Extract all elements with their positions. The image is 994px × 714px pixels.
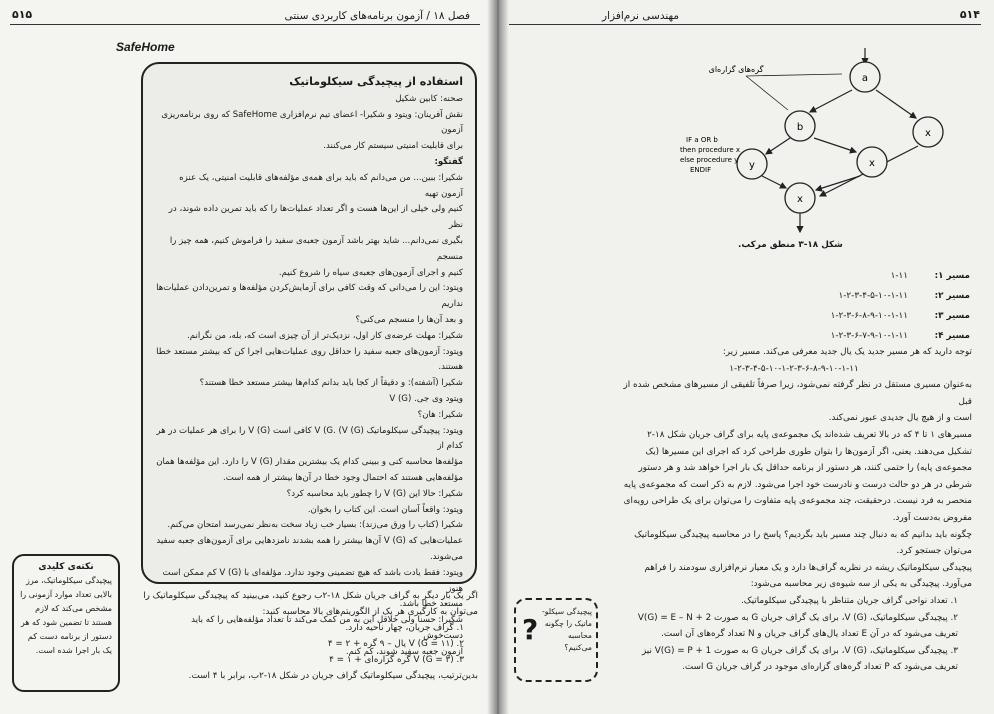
right-header-rule <box>509 24 981 25</box>
path-sequence: ۱-۱۱ <box>890 271 908 281</box>
node-label: x <box>797 194 803 205</box>
body-line: می‌توان جستجو کرد. <box>896 546 972 557</box>
compound-logic-graph <box>676 46 946 236</box>
body-line: می‌توان به کارگیری هر یک از الگوریتم‌های بالا محاسبه کنید: <box>262 607 478 617</box>
predicate-pointer <box>746 74 842 76</box>
body-line: ۳. پیچیدگی سیکلوماتیک، (V (G، برای یک گراف جریان G به صورت V(G) = P + 1 نیز <box>641 645 958 656</box>
question-line: محاسبه می‌کنیم؟ <box>564 631 592 652</box>
sidebar-line: بگیری نمی‌دانم... شاید بهتر باشد آزمون جعبه‌ی سفید را فراموش کنیم، همه چیز را منسجم <box>169 235 463 262</box>
node-label: a <box>861 73 869 84</box>
body-line: اگر یک بار دیگر به گراف جریان شکل ۱۸-۲ب رجوع کنید، می‌بینید که پیچیدگی سیکلوماتیک را <box>143 591 478 601</box>
path-label: مسیر ۴: <box>934 331 970 341</box>
key-point-title: نکته‌ی کلیدی <box>38 562 94 572</box>
sidebar-line: هستند. <box>438 362 463 373</box>
body-line: ۳. (V (G = ۳ گره گزاره‌ای + ۱ = ۴ <box>329 655 464 665</box>
sidebar-line: کنیم ولی خیلی از این‌ها هست و اگر تعداد عملیات‌ها را که باید تمرین داده شوند، در نظر <box>168 204 463 231</box>
predicate-pointer <box>746 76 788 110</box>
body-line: پیچیدگی سیکلوماتیک ریشه در نظریه گراف‌ها دارد و یک معیار نرم‌افزاری سودمند را فراهم <box>644 562 972 573</box>
path-sequence: ۱-۲-۳-۶-۸-۹-۱۰-۱-۱۱ <box>830 311 908 321</box>
sidebar-line: نقش آفرینان: ویتود و شکیرا- اعضای تیم نرم‌افزاری SafeHome که روی برنامه‌ریزی آزمون <box>161 109 463 136</box>
sidebar-line: ویتود: پیچیدگی سیکلوماتیک (V (G. (V (G کافی است (V (G را برای هر عملیات در هر کدام از <box>156 425 463 452</box>
body-line: تعریف می‌شود که در آن E تعداد یال‌های گراف جریان و N تعداد گره‌های آن است. <box>661 629 958 640</box>
edge-b-x2 <box>814 138 856 152</box>
body-line: می‌آورد. پیچیدگی به یکی از سه شیوه‌ی زیر محاسبه می‌شود: <box>750 579 972 590</box>
body-line: ۲. پیچیدگی سیکلوماتیک، (V (G، برای یک گراف جریان G به صورت V(G) = E – N + 2 <box>637 612 958 623</box>
sidebar-line: شکیرا: مهلت عرضه‌ی کار اول، نزدیک‌تر از آن چیزی است که، بله، من نگرانم. <box>187 330 463 341</box>
sidebar-line: شکیرا: حالا این (V (G را چطور باید محاسبه کرد؟ <box>286 488 463 499</box>
key-point-line: مشخص می‌کند که لازم <box>35 604 112 613</box>
sidebar-line: ویتود: فقط یادت باشد که هیچ تضمینی وجود ندارد. مؤلفه‌ای با (V (G کم ممکن است هنوز <box>162 567 463 594</box>
right-running-header: مهندسی نرم‌افزار <box>602 10 679 22</box>
path-list <box>650 266 970 346</box>
path-row <box>650 306 970 326</box>
sidebar-line: عملیات‌هایی که (V (G آن‌ها بیشتر را همه بشدند نامزدهایی برای آزمون‌های جعبه سفید می‌شوند. <box>156 536 463 562</box>
sidebar-line: شکیرا: هان؟ <box>417 409 463 420</box>
body-line: مفروض به‌دست آورد. <box>892 512 972 523</box>
code-line: then procedure x <box>680 146 741 154</box>
node-label: x <box>869 158 875 169</box>
figure-caption: شکل ۱۸-۳ منطق مرکب. <box>738 240 843 250</box>
body-line: شرطی در هر دو حالت درست و نادرست خود اجرا می‌شود. لازم به ذکر است که مجموعه‌ی پایه <box>623 479 972 490</box>
node-label: b <box>796 122 804 133</box>
body-line: تشکیل می‌دهند. یعنی، اگر آزمون‌ها را بتوان طوری طراحی کرد که اجرای این مسیرها (یک <box>645 446 972 457</box>
key-point-line: یک بار اجرا شده است. <box>35 646 112 655</box>
code-line: else procedure y <box>680 156 739 164</box>
body-line: توجه دارید که هر مسیر جدید یک یال جدید معرفی می‌کند. مسیر زیر: <box>722 347 972 357</box>
path-sequence: ۱-۲-۳-۴-۵-۱۰-۱-۱۱ <box>838 291 908 301</box>
code-line: IF a OR b <box>686 136 718 144</box>
edge-x2-join <box>816 176 860 190</box>
sidebar-line: شکیرا: حسنا ولی خلاقل این به من کمک می‌کند تا تعداد مؤلفه‌هایی را که باید دست‌خوش <box>191 615 463 641</box>
sidebar-line: ویتود: این را می‌دانی که وقت کافی برای آزمایش‌کردن مؤلفه‌ها و تمرین‌دادن عملیات‌ها نداریم <box>156 283 463 310</box>
sidebar-line: ویتود وی جی. (V (G <box>389 393 463 404</box>
sidebar-line: آزمون جعبه سفید شوند، کم کنم. <box>345 646 463 657</box>
key-point-line: هستند تا تضمین شود که هر <box>20 618 112 627</box>
right-page-number: ۵۱۴ <box>959 8 980 21</box>
sidebar-line: کنیم و اجرای آزمون‌های جعبه‌ی سیاه را شروع کنیم. <box>278 267 463 278</box>
path-row <box>650 326 970 346</box>
node-label: y <box>749 160 755 171</box>
body-line: ۱. تعداد نواحی گراف جریان متناظر با پیچیدگی سیکلوماتیک. <box>740 595 958 606</box>
predicate-label: گره‌های گزاره‌ای <box>708 65 764 74</box>
body-line: بدین‌ترتیب، پیچیدگی سیکلوماتیک گراف جریان در شکل ۱۸-۲ب، برابر با ۴ است. <box>188 671 478 681</box>
sidebar-title: استفاده از پیچیدگی سیکلوماتیک <box>289 75 463 88</box>
body-line: مسیرهای ۱ تا ۴ که در بالا تعریف شده‌اند یک مجموعه‌ی پایه برای گراف جریان شکل ۱۸-۲ <box>647 429 972 440</box>
edge-b-y <box>766 138 790 154</box>
sidebar-line: شکیرا: ببین... من می‌دانم که باید برای همه‌ی مؤلفه‌های قابلیت امنیتی، یک عنزه آزمون تهیه <box>179 172 463 199</box>
sidebar-line: مؤلفه‌هایی هستند که احتمال وجود خطا در آن‌ها بیشتر از همه است. <box>222 472 463 483</box>
path-row <box>650 266 970 286</box>
right-body-text <box>616 344 972 676</box>
sidebar-line: برای قابلیت امنیتی سیستم کار می‌کنند. <box>323 141 463 152</box>
edge-y-join <box>762 176 786 188</box>
key-point-box <box>12 554 120 692</box>
sidebar-line: ویتود: آزمون‌های جعبه سفید را حداقل روی عملیات‌هایی اجرا کن که بیشتر مستعد خطا <box>156 346 463 357</box>
sidebar-line: صحنه: کابین شکیل <box>395 93 463 104</box>
left-running-header: فصل ۱۸ / آزمون برنامه‌های کاربردی سنتی <box>284 10 470 22</box>
sidebar-line: گفتگو: <box>434 156 463 167</box>
body-line: چگونه باید بدانیم که به دنبال چند مسیر باید بگردیم؟ پاسخ را در محاسبه پیچیدگی سیکلوماتیک <box>634 529 972 540</box>
path-row <box>650 286 970 306</box>
body-line: به‌عنوان مسیری مستقل در نظر گرفته نمی‌شود، زیرا صرفاً تلفیقی از مسیرهای مشخص شده از قبل <box>623 380 972 407</box>
edge-a-x <box>876 90 916 118</box>
body-line: است و از هیچ یال جدیدی عبور نمی‌کند. <box>828 413 972 424</box>
question-line: پیچیدگی سیکلو- <box>542 607 592 616</box>
sidebar-line: مؤلفه‌ها محاسبه کنی و ببینی کدام یک بیشترین مقدار (V (G را دارد. این مؤلفه‌ها همان <box>156 457 463 468</box>
edge-a-b <box>810 90 852 112</box>
safehome-brand: SafeHome <box>116 40 175 54</box>
left-body-text <box>104 588 478 684</box>
body-line: مجموعه‌ی پایه) را حتمی کنند، هر دستور از برنامه حداقل یک بار اجرا خواهد شد و هر دستور <box>638 463 972 474</box>
question-mark-icon: ? <box>522 613 539 646</box>
key-point-line: دستور از برنامه دست کم <box>27 632 112 641</box>
question-line: ماتیک را چگونه <box>544 619 592 628</box>
sidebar-line: و بعد آن‌ها را منسجم می‌کنی؟ <box>355 314 463 325</box>
body-line: ۱. گراف جریان، چهار ناحیه دارد. <box>345 623 464 633</box>
book-gutter <box>487 0 509 714</box>
body-line: منحصر به فرد نیست. درحقیقت، چند مجموعه‌ی پایه متفاوت را می‌توان برای یک طراحی رویه‌ای <box>623 496 972 507</box>
question-box <box>514 598 598 682</box>
path-label: مسیر ۲: <box>934 291 970 301</box>
key-point-line: پیچیدگی سیکلوماتیک، مرز <box>26 576 112 585</box>
body-line: تعریف می‌شود که P تعداد گره‌های گزاره‌ای موجود در گراف جریان G است. <box>682 662 958 673</box>
key-point-line: بالایی تعداد موارد آزمونی را <box>20 590 112 599</box>
path-label: مسیر ۱: <box>934 271 970 281</box>
body-line: ۲. (V (G = ۱۱ یال – ۹ گره + ۲ = ۴ <box>327 639 464 649</box>
sidebar-line: ویتود: واقعاً آسان است. این کتاب را بخوان. <box>307 504 463 515</box>
sidebar-line: شکیرا (آشفته): و دقیقاً از کجا باید بدانم کدام‌ها بیشتر مستعد خطا هستند؟ <box>199 378 463 389</box>
sidebar-line: شکیرا (کتاب را ورق می‌زند): بسیار خب زیاد سخت به‌نظر نمی‌رسد امتحان می‌کنم. <box>167 520 463 531</box>
code-line: ENDIF <box>690 166 712 174</box>
sidebar-line: مستعد خطا باشد. <box>399 599 463 610</box>
path-label: مسیر ۳: <box>934 311 970 321</box>
body-line: ۱-۲-۳-۴-۵-۱۰-۱-۲-۳-۶-۸-۹-۱۰-۱-۱۱ <box>729 363 859 374</box>
left-header-rule <box>10 24 480 25</box>
path-sequence: ۱-۲-۳-۶-۷-۹-۱۰-۱-۱۱ <box>830 331 908 341</box>
node-label: x <box>925 128 931 139</box>
left-page-number: ۵۱۵ <box>12 8 33 21</box>
